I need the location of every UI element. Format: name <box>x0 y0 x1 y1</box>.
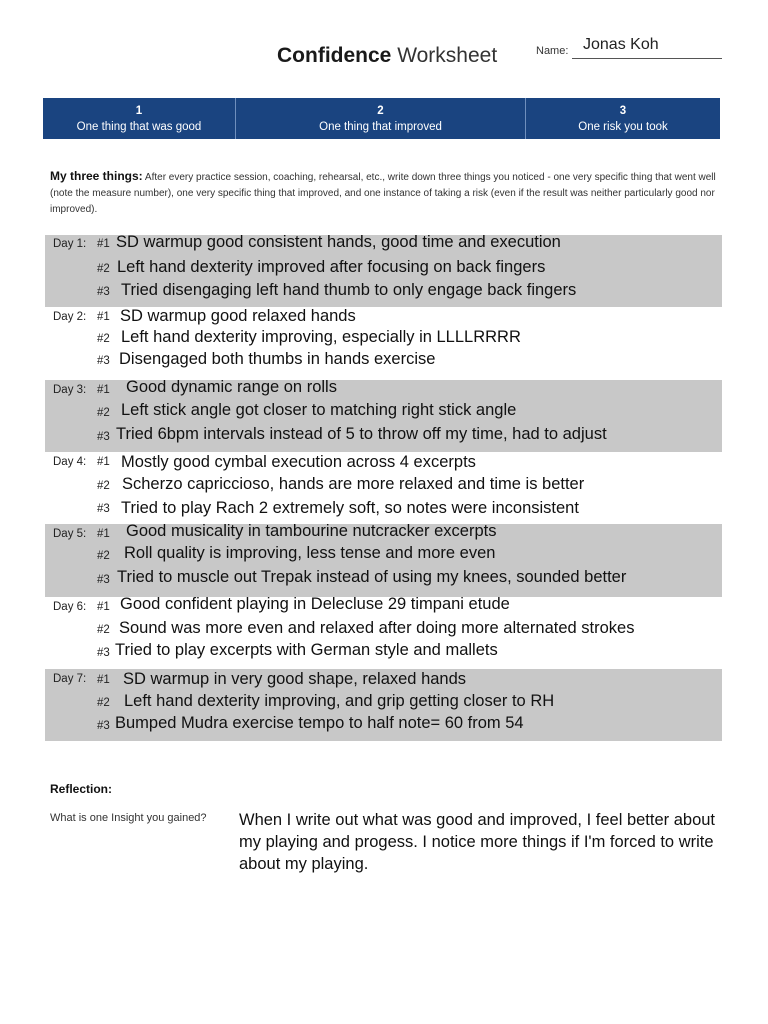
header-col-2-label: One thing that improved <box>319 121 442 133</box>
entry-3 <box>45 641 722 663</box>
entry-2 <box>45 258 722 280</box>
day-block-5 <box>45 524 722 597</box>
entry-text[interactable]: Tried to play Rach 2 extremely soft, so notes were inconsistent <box>121 499 579 517</box>
entry-text[interactable]: Tried to play excerpts with German style and mallets <box>115 641 498 659</box>
entry-1 <box>45 595 722 617</box>
day-block-1 <box>45 235 722 307</box>
entry-2 <box>45 328 722 350</box>
reflection-question: What is one Insight you gained? <box>50 812 207 824</box>
entry-text[interactable]: Bumped Mudra exercise tempo to half note= 60 from 54 <box>115 714 524 732</box>
entry-2 <box>45 475 722 497</box>
entry-number: #1 <box>97 674 110 686</box>
day-label: Day 1: <box>53 238 87 250</box>
entry-text[interactable]: Left hand dexterity improving, especially in LLLLRRRR <box>121 328 521 346</box>
entry-text[interactable]: Roll quality is improving, less tense and more even <box>124 544 496 562</box>
title-light: Worksheet <box>397 44 498 67</box>
entry-number: #2 <box>97 550 110 562</box>
day-block-7 <box>45 669 722 741</box>
entry-text[interactable]: Left hand dexterity improved after focusing on back fingers <box>117 258 546 276</box>
entry-text[interactable]: Good confident playing in Delecluse 29 timpani etude <box>120 595 510 613</box>
entry-text[interactable]: Good musicality in tambourine nutcracker excerpts <box>126 522 497 540</box>
title-bold: Confidence <box>277 44 392 67</box>
header-col-2 <box>236 98 526 139</box>
entry-number: #2 <box>97 480 110 492</box>
entry-number: #1 <box>97 528 110 540</box>
entry-number: #1 <box>97 384 110 396</box>
entry-2 <box>45 401 722 423</box>
name-label: Name: <box>536 45 569 57</box>
entry-text[interactable]: SD warmup good consistent hands, good time and execution <box>116 233 561 251</box>
entry-1 <box>45 453 722 475</box>
entry-number: #3 <box>97 720 110 732</box>
entry-number: #3 <box>97 431 110 443</box>
column-header-bar <box>43 98 720 139</box>
entry-number: #1 <box>97 238 110 250</box>
entry-text[interactable]: Left hand dexterity improving, and grip getting closer to RH <box>124 692 555 710</box>
entry-text[interactable]: Sound was more even and relaxed after doing more alternated strokes <box>119 619 635 637</box>
entry-number: #3 <box>97 286 110 298</box>
entry-number: #1 <box>97 601 110 613</box>
entry-number: #2 <box>97 407 110 419</box>
entry-text[interactable]: Scherzo capriccioso, hands are more relaxed and time is better <box>122 475 585 493</box>
entry-3 <box>45 499 722 521</box>
entry-number: #1 <box>97 311 110 323</box>
entry-text[interactable]: SD warmup in very good shape, relaxed hands <box>123 670 467 688</box>
entry-number: #2 <box>97 263 110 275</box>
entry-2 <box>45 692 722 714</box>
entry-3 <box>45 568 722 590</box>
entry-2 <box>45 544 722 566</box>
header-col-3-label: One risk you took <box>578 121 668 133</box>
entry-number: #3 <box>97 574 110 586</box>
entry-text[interactable]: Left stick angle got closer to matching right stick angle <box>121 401 517 419</box>
entry-1 <box>45 670 722 692</box>
reflection-answer[interactable]: When I write out what was good and improved, I feel better about my playing and progess. I notice more things if I'm forced to write about my playing. <box>239 811 716 873</box>
instructions-lead: My three things: <box>50 169 143 183</box>
entry-number: #3 <box>97 355 110 367</box>
day-label: Day 3: <box>53 384 87 396</box>
entry-text[interactable]: Disengaged both thumbs in hands exercise <box>119 350 436 368</box>
header-col-1-number: 1 <box>135 105 143 117</box>
day-block-3 <box>45 380 722 452</box>
day-label: Day 5: <box>53 528 87 540</box>
entry-text[interactable]: Good dynamic range on rolls <box>126 378 337 396</box>
name-underline <box>572 58 722 59</box>
header-col-1-label: One thing that was good <box>76 121 202 133</box>
entry-1 <box>45 522 722 544</box>
entry-number: #3 <box>97 647 110 659</box>
day-block-4 <box>45 452 722 524</box>
instructions <box>50 168 718 218</box>
entry-number: #2 <box>97 624 110 636</box>
entry-number: #3 <box>97 503 110 515</box>
entry-3 <box>45 350 722 372</box>
entry-1 <box>45 378 722 400</box>
instructions-body: After every practice session, coaching, rehearsal, etc., write down three things you noticed - one very specific thing that went well (note the measure number), one very specific thing that improved, and one instance of taking a risk (even if the result was neither particularly good nor improved). <box>50 172 716 215</box>
entry-number: #1 <box>97 456 110 468</box>
reflection-title: Reflection: <box>50 782 113 796</box>
entry-1 <box>45 307 722 329</box>
entry-3 <box>45 714 722 736</box>
entry-3 <box>45 281 722 303</box>
entry-text[interactable]: SD warmup good relaxed hands <box>120 307 356 325</box>
entry-text[interactable]: Tried 6bpm intervals instead of 5 to throw off my time, had to adjust <box>116 425 607 443</box>
entry-text[interactable]: Mostly good cymbal execution across 4 excerpts <box>121 453 476 471</box>
header-col-3 <box>526 98 720 139</box>
header-col-1 <box>43 98 236 139</box>
day-label: Day 2: <box>53 311 87 323</box>
entry-1 <box>45 233 722 255</box>
header-col-3-number: 3 <box>619 105 627 117</box>
entry-text[interactable]: Tried to muscle out Trepak instead of using my knees, sounded better <box>117 568 627 586</box>
worksheet-title <box>277 44 497 68</box>
day-block-6 <box>45 597 722 669</box>
day-label: Day 4: <box>53 456 87 468</box>
entry-text[interactable]: Tried disengaging left hand thumb to only engage back fingers <box>121 281 577 299</box>
day-block-2 <box>45 307 722 379</box>
header-col-2-number: 2 <box>377 105 384 117</box>
day-label: Day 7: <box>53 673 87 685</box>
name-field[interactable]: Jonas Koh <box>583 36 659 53</box>
day-label: Day 6: <box>53 601 87 613</box>
entry-2 <box>45 619 722 641</box>
entry-3 <box>45 425 722 447</box>
entry-number: #2 <box>97 697 110 709</box>
entry-number: #2 <box>97 333 110 345</box>
